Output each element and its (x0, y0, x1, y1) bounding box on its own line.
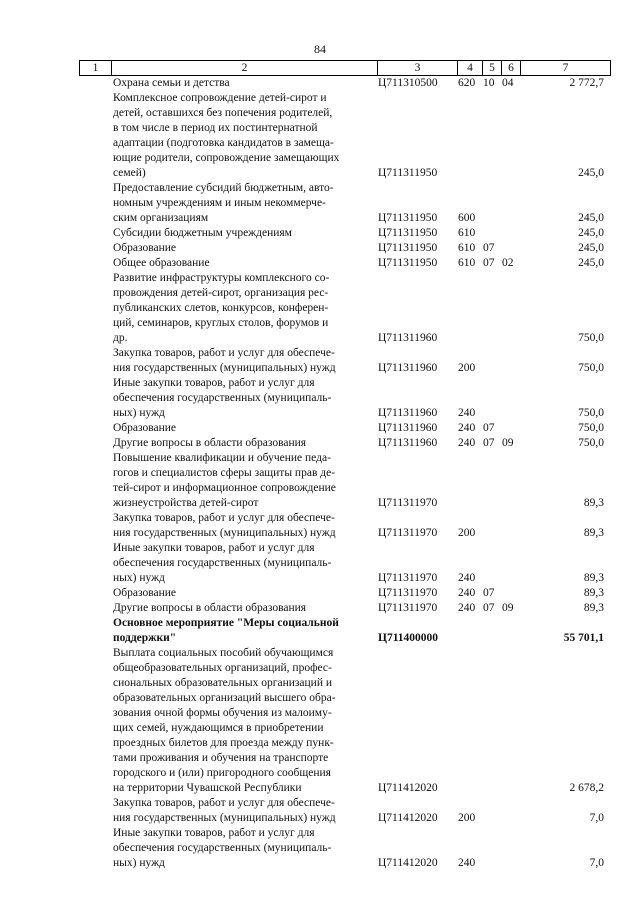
row-amount: 750,0 (578, 332, 604, 344)
row-col-4: 200 (458, 527, 476, 539)
row-col-5: 07 (483, 242, 495, 254)
description-line: Закупка товаров, работ и услуг для обеспече- (113, 512, 335, 524)
row-description (113, 376, 371, 421)
description-line: номным учреждениям и иным некоммерче- (113, 197, 326, 209)
description-line: Развитие инфраструктуры комплексного со- (113, 272, 330, 284)
description-line: Образование (113, 422, 177, 434)
header-col-2: 2 (111, 61, 377, 75)
row-col-4: 240 (458, 572, 476, 584)
row-col-6: 04 (502, 77, 514, 89)
row-amount: 55 701,1 (563, 632, 604, 644)
row-col-4: 610 (458, 227, 476, 239)
row-col-4: 600 (458, 212, 476, 224)
row-code: Ц711311970 (378, 587, 438, 599)
description-line: зования очной формы обучения из малоиму- (113, 707, 332, 719)
description-line: обеспечения государственных (муниципаль- (113, 392, 332, 404)
description-line: ных) нужд (113, 572, 165, 584)
description-line: детей, оставшихся без попечения родителей, (113, 107, 333, 119)
row-amount: 89,3 (583, 572, 604, 584)
header-col-6: 6 (501, 61, 520, 75)
row-code: Ц711311970 (378, 602, 438, 614)
table-row (0, 181, 640, 226)
row-col-4: 240 (458, 857, 476, 869)
row-code: Ц711311950 (378, 227, 438, 239)
row-amount: 750,0 (578, 437, 604, 449)
row-col-4: 240 (458, 587, 476, 599)
description-line: Закупка товаров, работ и услуг для обеспече- (113, 797, 335, 809)
row-code: Ц711311950 (378, 167, 438, 179)
row-amount: 7,0 (589, 812, 604, 824)
description-line: ния государственных (муниципальных) нужд (113, 812, 336, 824)
description-line: публиканских слетов, конкурсов, конферен- (113, 302, 329, 314)
row-amount: 245,0 (578, 242, 604, 254)
row-code: Ц711311960 (378, 362, 438, 374)
description-line: жизнеустройства детей-сирот (113, 497, 259, 509)
header-col-7: 7 (520, 61, 611, 75)
description-line: ций, семинаров, круглых столов, форумов и (113, 317, 329, 329)
row-amount: 89,3 (583, 587, 604, 599)
row-description (113, 271, 371, 346)
table-row (0, 511, 640, 541)
table-row (0, 226, 640, 241)
row-code: Ц711311960 (378, 437, 438, 449)
description-line: сиональных образовательных организаций и (113, 677, 333, 689)
description-line: поддержки" (113, 632, 177, 644)
description-line: провождения детей-сирот, организация рес- (113, 287, 329, 299)
header-col-4: 4 (457, 61, 482, 75)
description-line: образовательных организаций высшего обра- (113, 692, 336, 704)
row-amount: 245,0 (578, 227, 604, 239)
row-amount: 2 678,2 (569, 782, 604, 794)
description-line: ским организациям (113, 212, 209, 224)
row-amount: 245,0 (578, 167, 604, 179)
description-line: Иные закупки товаров, работ и услуг для (113, 827, 315, 839)
row-description (113, 796, 371, 826)
row-description (113, 241, 371, 256)
row-description (113, 76, 371, 91)
description-line: городского и (или) пригородного сообщения (113, 767, 331, 779)
row-col-4: 610 (458, 257, 476, 269)
row-amount: 750,0 (578, 422, 604, 434)
description-line: Образование (113, 587, 177, 599)
row-col-6: 02 (502, 257, 514, 269)
table-body (0, 76, 640, 871)
row-col-5: 07 (483, 602, 495, 614)
description-line: семей) (113, 167, 146, 179)
table-row (0, 601, 640, 616)
row-amount: 750,0 (578, 407, 604, 419)
description-line: ющие родители, сопровождение замещающих (113, 152, 340, 164)
table-row (0, 76, 640, 91)
row-amount: 245,0 (578, 212, 604, 224)
row-col-4: 610 (458, 242, 476, 254)
row-amount: 245,0 (578, 257, 604, 269)
row-col-4: 200 (458, 362, 476, 374)
header-col-1: 1 (79, 61, 111, 75)
description-line: Закупка товаров, работ и услуг для обеспече- (113, 347, 335, 359)
description-line: общеобразовательных организаций, профес- (113, 662, 332, 674)
table-row (0, 451, 640, 511)
row-description (113, 436, 371, 451)
table-row (0, 346, 640, 376)
description-line: др. (113, 332, 128, 344)
row-code: Ц711412020 (378, 857, 438, 869)
description-line: Выплата социальных пособий обучающимся (113, 647, 334, 659)
row-code: Ц711311960 (378, 332, 438, 344)
description-line: Основное мероприятие "Меры социальной (113, 617, 339, 629)
description-line: гогов и специалистов сферы защиты прав де- (113, 467, 336, 479)
table-row (0, 541, 640, 586)
description-line: ния государственных (муниципальных) нужд (113, 527, 336, 539)
row-col-4: 200 (458, 812, 476, 824)
table-row (0, 436, 640, 451)
table-row (0, 241, 640, 256)
row-description (113, 511, 371, 541)
row-code: Ц711311970 (378, 497, 438, 509)
row-description (113, 91, 371, 181)
description-line: тами проживания и обучения на транспорте (113, 752, 329, 764)
description-line: Охрана семьи и детства (113, 77, 230, 89)
row-amount: 750,0 (578, 362, 604, 374)
row-code: Ц711311960 (378, 422, 438, 434)
description-line: в том числе в период их постинтернатной (113, 122, 318, 134)
row-description (113, 451, 371, 511)
row-description (113, 346, 371, 376)
row-col-5: 07 (483, 587, 495, 599)
row-description (113, 586, 371, 601)
table-row (0, 256, 640, 271)
description-line: Иные закупки товаров, работ и услуг для (113, 377, 315, 389)
row-col-6: 09 (502, 437, 514, 449)
row-col-5: 07 (483, 437, 495, 449)
row-code: Ц711311970 (378, 572, 438, 584)
description-line: Предоставление субсидий бюджетным, авто- (113, 182, 334, 194)
description-line: ных) нужд (113, 407, 165, 419)
description-line: Комплексное сопровождение детей-сирот и (113, 92, 327, 104)
row-code: Ц711311970 (378, 527, 438, 539)
row-col-4: 240 (458, 407, 476, 419)
row-amount: 7,0 (589, 857, 604, 869)
description-line: проездных билетов для проезда между пунк- (113, 737, 334, 749)
row-code: Ц711412020 (378, 812, 438, 824)
description-line: Общее образование (113, 257, 210, 269)
description-line: адаптации (подготовка кандидатов в замеща- (113, 137, 334, 149)
row-col-4: 240 (458, 602, 476, 614)
description-line: щих семей, нуждающимся в приобретении (113, 722, 324, 734)
description-line: ния государственных (муниципальных) нужд (113, 362, 336, 374)
row-description (113, 601, 371, 616)
row-amount: 89,3 (583, 602, 604, 614)
row-code: Ц711412020 (378, 782, 438, 794)
row-code: Ц711311950 (378, 212, 438, 224)
page-number: 84 (314, 42, 326, 56)
description-line: Иные закупки товаров, работ и услуг для (113, 542, 315, 554)
table-row (0, 421, 640, 436)
row-col-6: 09 (502, 602, 514, 614)
table-row (0, 616, 640, 646)
row-description (113, 826, 371, 871)
description-line: обеспечения государственных (муниципаль- (113, 557, 332, 569)
description-line: Другие вопросы в области образования (113, 602, 307, 614)
description-line: Повышение квалификации и обучение педа- (113, 452, 331, 464)
description-line: Другие вопросы в области образования (113, 437, 307, 449)
table-row (0, 826, 640, 871)
row-col-5: 07 (483, 257, 495, 269)
row-description (113, 616, 371, 646)
row-col-5: 10 (483, 77, 495, 89)
header-col-3: 3 (377, 61, 457, 75)
row-col-4: 240 (458, 422, 476, 434)
description-line: ных) нужд (113, 857, 165, 869)
row-code: Ц711311950 (378, 257, 438, 269)
table-row (0, 376, 640, 421)
row-description (113, 256, 371, 271)
table-row (0, 586, 640, 601)
description-line: обеспечения государственных (муниципаль- (113, 842, 332, 854)
table-header (79, 60, 611, 76)
row-description (113, 421, 371, 436)
row-code: Ц711311950 (378, 242, 438, 254)
description-line: Образование (113, 242, 177, 254)
row-amount: 2 772,7 (569, 77, 604, 89)
table-row (0, 271, 640, 346)
row-code: Ц711311960 (378, 407, 438, 419)
row-description (113, 226, 371, 241)
table-row (0, 646, 640, 796)
row-amount: 89,3 (583, 497, 604, 509)
description-line: на территории Чувашской Республики (113, 782, 302, 794)
table-row (0, 91, 640, 181)
row-description (113, 541, 371, 586)
row-code: Ц711310500 (378, 77, 438, 89)
row-description (113, 646, 371, 796)
row-col-4: 620 (458, 77, 476, 89)
table-row (0, 796, 640, 826)
row-col-4: 240 (458, 437, 476, 449)
row-amount: 89,3 (583, 527, 604, 539)
row-description (113, 181, 371, 226)
row-code: Ц711400000 (378, 632, 439, 644)
row-col-5: 07 (483, 422, 495, 434)
description-line: тей-сирот и информационное сопровождение (113, 482, 336, 494)
header-col-5: 5 (482, 61, 501, 75)
description-line: Субсидии бюджетным учреждениям (113, 227, 292, 239)
